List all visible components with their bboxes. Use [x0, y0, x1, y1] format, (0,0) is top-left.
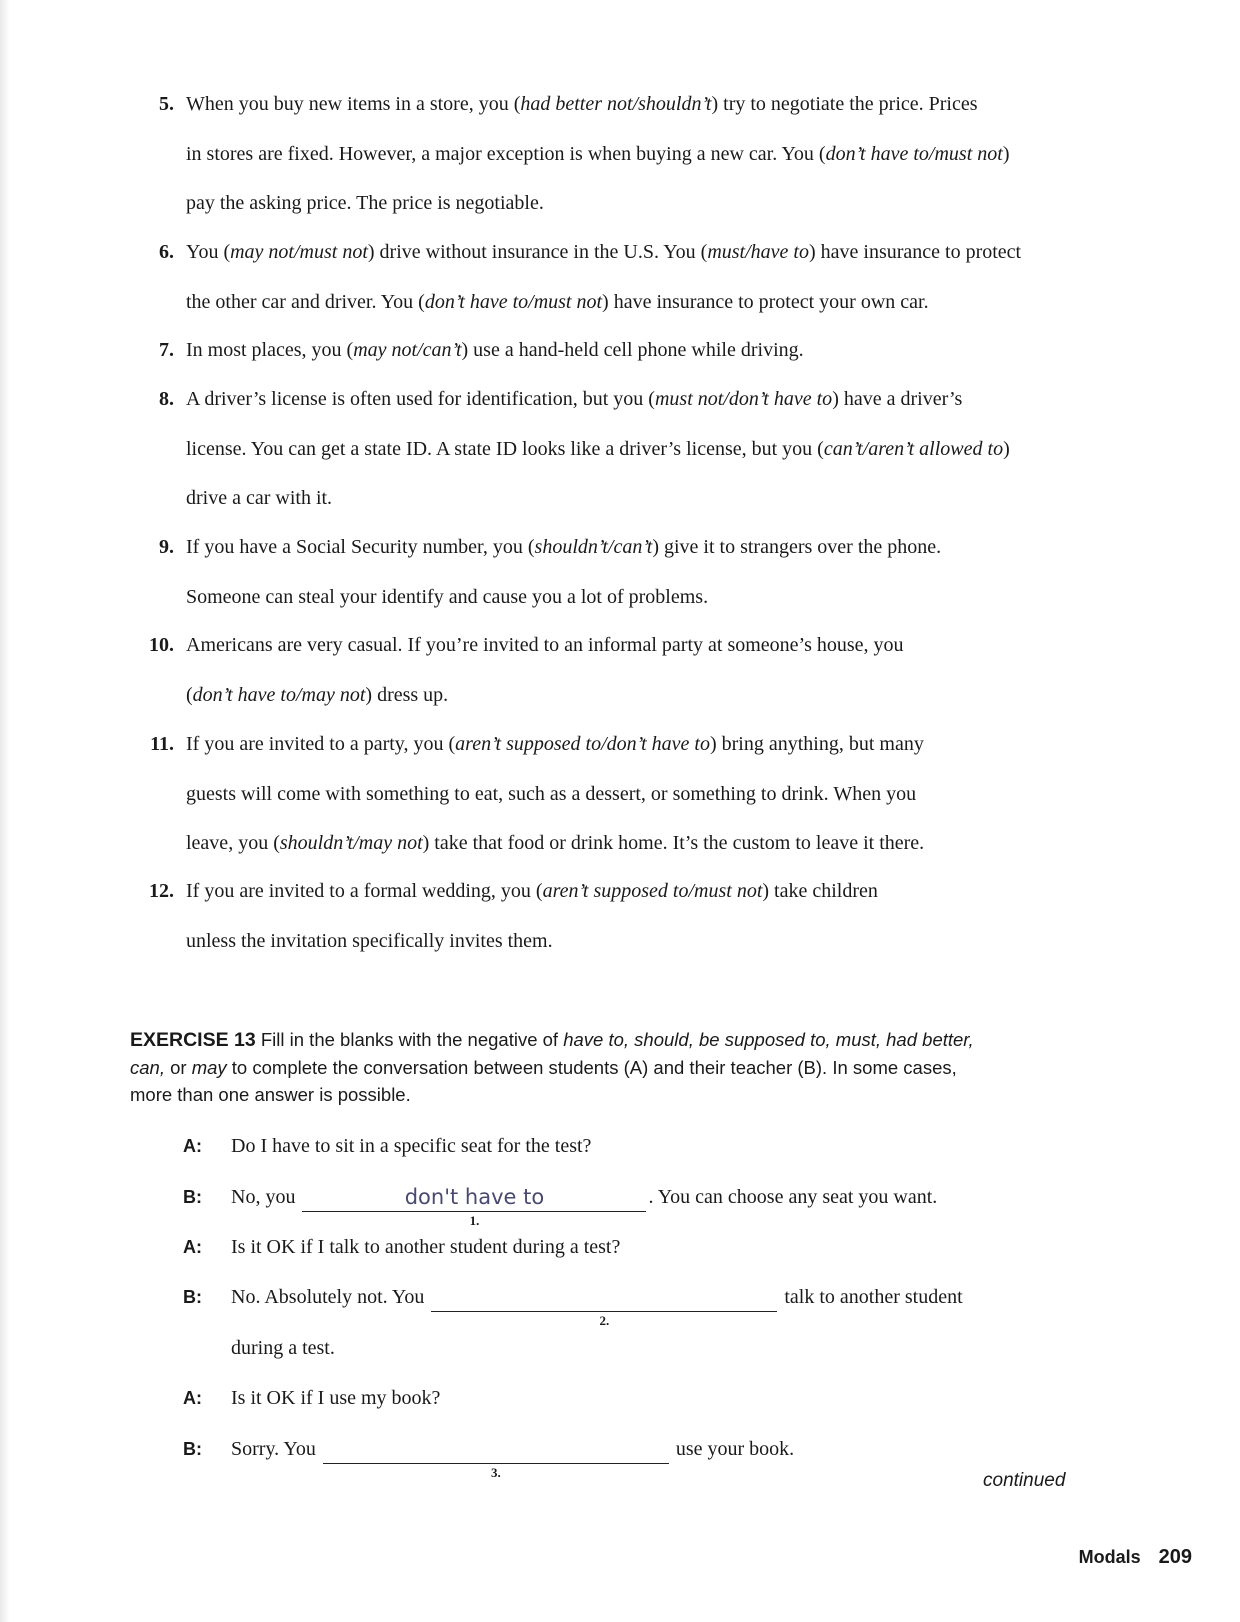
item-text-line: If you are invited to a formal wedding, you (aren’t supposed to/must not) take children [186, 880, 878, 902]
item-text-line: drive a car with it. [186, 487, 333, 509]
dialogue-line [183, 1232, 1083, 1272]
page-number: 209 [1158, 1546, 1192, 1568]
item-number: 12. [149, 880, 174, 902]
answer-choices: don’t have to/may not [192, 683, 366, 706]
item-text-line: In most places, you (may not/can’t) use a hand-held cell phone while driving. [186, 339, 804, 361]
blank-number: 1. [469, 1213, 480, 1228]
item-text-line: Americans are very casual. If you’re invited to an informal party at someone’s house, you [186, 634, 904, 656]
item-number: 9. [159, 536, 174, 558]
dialogue-line [183, 1333, 1083, 1373]
item-text-line: If you are invited to a party, you (aren’t supposed to/don’t have to) bring anything, but many [186, 733, 924, 755]
answer-choices: may [191, 1057, 227, 1078]
dialogue-text: during a test. [231, 1337, 335, 1359]
answer-choices: don’t have to/must not [424, 290, 603, 313]
dialogue-line [183, 1282, 1083, 1328]
dialogue-line [183, 1434, 1083, 1480]
answer-choices: don’t have to/must not [825, 142, 1003, 165]
item-10 [140, 621, 1160, 720]
dialogue-text: Is it OK if I talk to another student during a test? [231, 1236, 621, 1258]
blank-number: 2. [599, 1313, 610, 1328]
answer-choices: had better not/shouldn’t [520, 93, 712, 115]
item-11 [140, 720, 1160, 869]
item-number: 7. [159, 339, 174, 361]
speaker-label: A: [183, 1237, 202, 1257]
speaker-label: A: [183, 1388, 202, 1408]
page-footer [1079, 1546, 1192, 1569]
item-text-line: (don’t have to/may not) dress up. [186, 683, 449, 706]
item-5 [140, 80, 1160, 229]
instruction-line: can, or may to complete the conversation between students (A) and their teacher (B). In some cases, [130, 1057, 957, 1078]
item-text-line: You (may not/must not) drive without insurance in the U.S. You (must/have to) have insurance to protect [186, 241, 1022, 263]
item-text-line: When you buy new items in a store, you (had better not/shouldn’t) try to negotiate the price. Prices [186, 93, 978, 115]
item-9 [140, 523, 1160, 622]
instruction-line: more than one answer is possible. [130, 1084, 411, 1105]
answer-choices: can, [130, 1057, 165, 1078]
speaker-label: B: [183, 1439, 202, 1459]
item-12 [140, 867, 1160, 966]
dialogue-line [183, 1182, 1083, 1228]
dialogue-text: No. Absolutely not. You 2. talk to another student [231, 1282, 963, 1312]
blank-number: 3. [490, 1465, 501, 1480]
answer-choices: shouldn’t/can’t [534, 536, 653, 558]
item-text-line: Someone can steal your identify and cause you a lot of problems. [186, 585, 709, 608]
item-8 [140, 375, 1160, 524]
item-text-line: license. You can get a state ID. A state ID looks like a driver’s license, but you (can’t/aren’t allowed to) [186, 437, 1010, 460]
answer-choices: must/have to [707, 241, 809, 263]
item-text-line: If you have a Social Security number, you (shouldn’t/can’t) give it to strangers over the phone. [186, 536, 942, 558]
dialogue-text: No, you don't have to 1. . You can choose any seat you want. [231, 1182, 937, 1212]
speaker-label: A: [183, 1136, 202, 1156]
item-text-line: unless the invitation specifically invites them. [186, 929, 553, 952]
answer-choices: aren’t supposed to/don’t have to [455, 733, 710, 755]
item-text-line: in stores are fixed. However, a major exception is when buying a new car. You (don’t have to/must not) [186, 142, 1010, 165]
answer-choices: may not/must not [230, 241, 368, 263]
item-number: 6. [159, 241, 174, 263]
item-number: 10. [149, 634, 174, 656]
exercise-13-header [130, 1026, 1030, 1108]
answer-blank-1[interactable] [302, 1182, 646, 1228]
item-text-line: leave, you (shouldn’t/may not) take that food or drink home. It’s the custom to leave it there. [186, 832, 925, 854]
speaker-label: B: [183, 1287, 202, 1307]
item-number: 11. [150, 733, 174, 755]
item-text-line: pay the asking price. The price is negotiable. [186, 192, 544, 214]
answer-choices: have to, should, be supposed to, must, had better, [563, 1029, 974, 1050]
dialogue-line [183, 1131, 1083, 1171]
answer-choices: must not/don’t have to [654, 388, 833, 410]
scan-edge [0, 0, 10, 1622]
speaker-label: B: [183, 1187, 202, 1207]
answer-choices: can’t/aren’t allowed to [823, 437, 1004, 460]
item-7 [140, 326, 1160, 376]
handwritten-answer: don't have to [404, 1185, 545, 1209]
answer-blank-2[interactable] [431, 1282, 777, 1328]
item-6 [140, 228, 1160, 327]
item-text-line: A driver’s license is often used for identification, but you (must not/don’t have to) have a driver’s [186, 388, 963, 410]
exercise-label: EXERCISE 13 [130, 1029, 256, 1051]
answer-choices: shouldn’t/may not [279, 832, 423, 854]
dialogue-text: Do I have to sit in a specific seat for the test? [231, 1135, 592, 1157]
answer-choices: may not/can’t [353, 339, 462, 361]
item-number: 5. [159, 93, 174, 115]
item-text-line: guests will come with something to eat, such as a dessert, or something to drink. When you [186, 782, 917, 805]
continued-note: continued [983, 1470, 1066, 1491]
section-name: Modals [1078, 1547, 1141, 1567]
dialogue-text: Is it OK if I use my book? [231, 1387, 441, 1409]
instruction-line: EXERCISE 13 Fill in the blanks with the negative of have to, should, be supposed to, must, had better, [130, 1029, 974, 1051]
dialogue-text: Sorry. You 3. use your book. [231, 1434, 794, 1464]
exercise-instructions [130, 1026, 1030, 1108]
item-number: 8. [159, 388, 174, 410]
item-text-line: the other car and driver. You (don’t have to/must not) have insurance to protect your own car. [186, 290, 929, 313]
dialogue-line [183, 1383, 1083, 1423]
answer-choices: aren’t supposed to/must not [542, 880, 763, 902]
